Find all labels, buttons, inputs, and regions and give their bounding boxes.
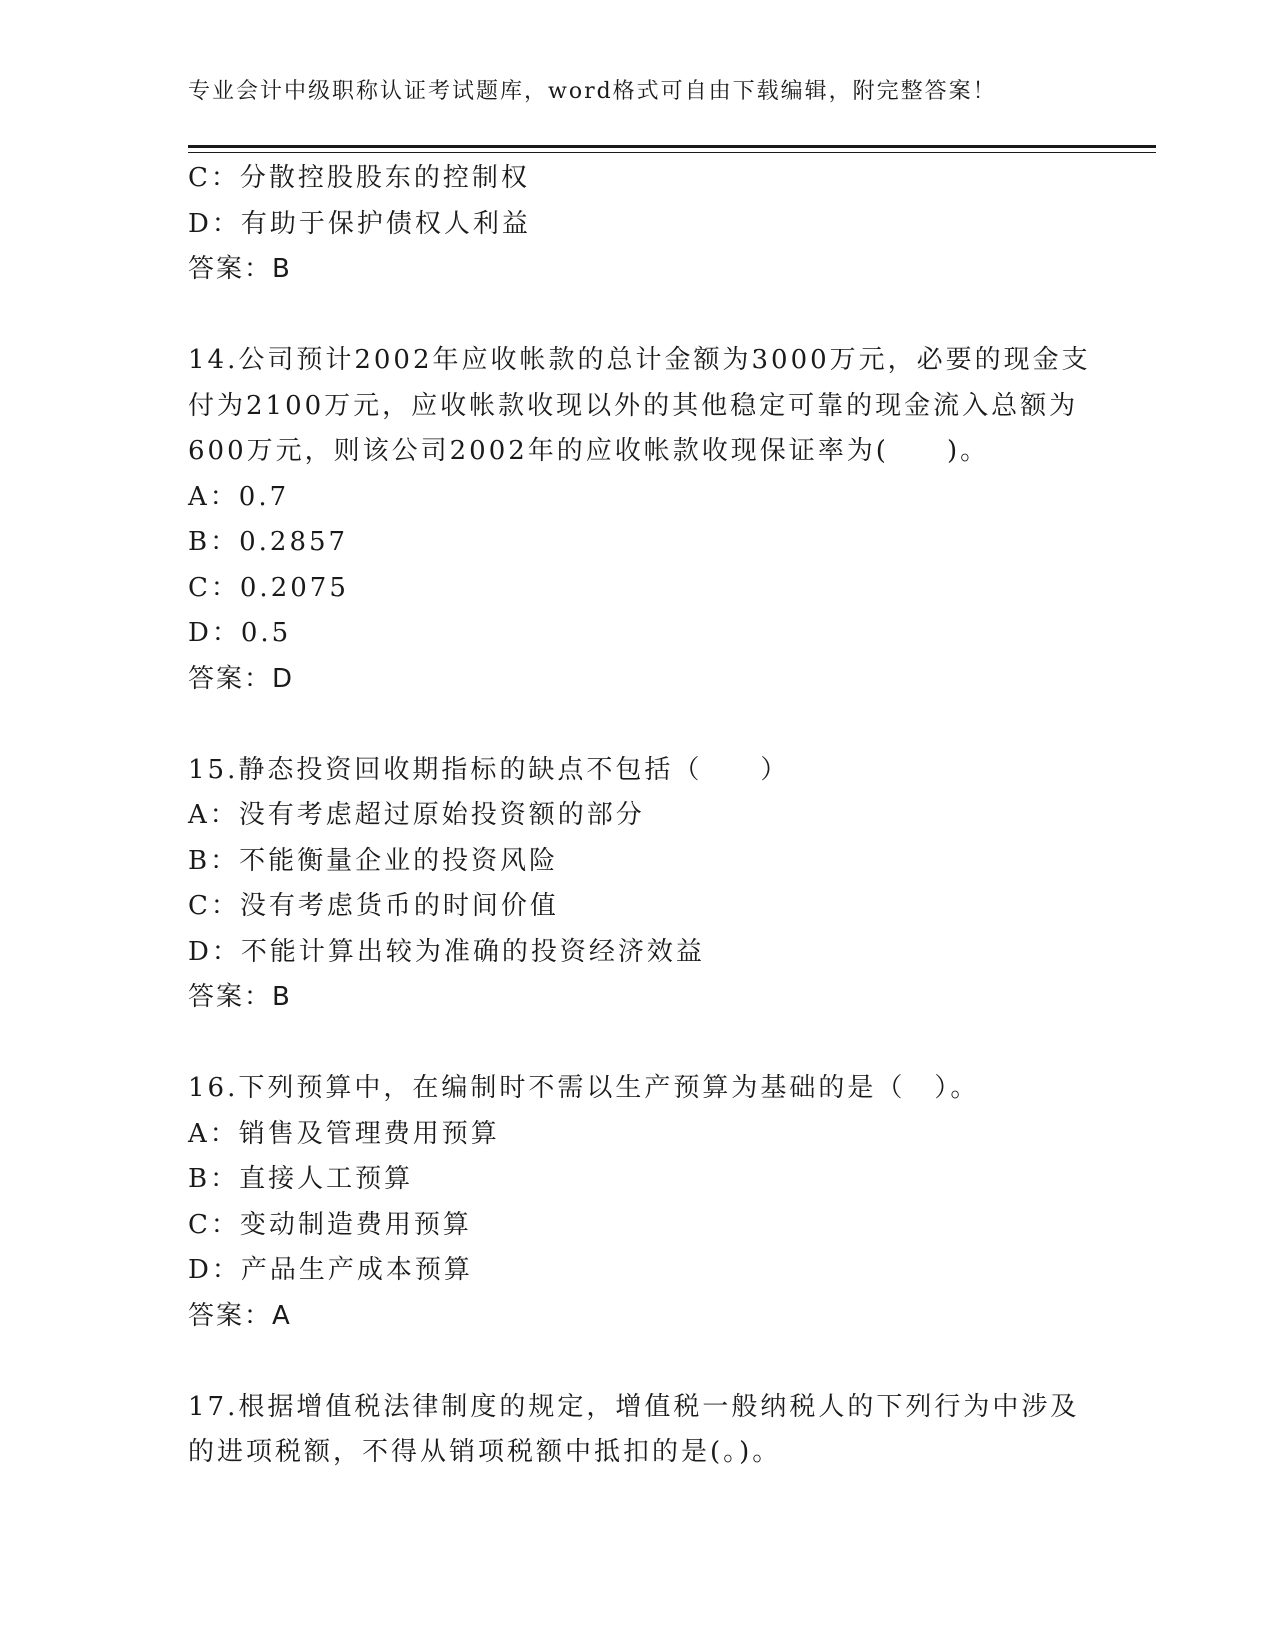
q16-option-d: D：产品生产成本预算 (188, 1255, 473, 1285)
q14-answer: 答案：D (188, 663, 295, 694)
document-body (188, 156, 1091, 1476)
question-16 (188, 1066, 1088, 1339)
page-header: 专业会计中级职称认证考试题库，word格式可自由下载编辑，附完整答案！ (188, 79, 997, 104)
question-14 (188, 338, 1091, 702)
q14-text-line-3: 600万元，则该公司2002年的应收帐款收现保证率为( )。 (188, 436, 990, 466)
q14-option-c: C：0.2075 (188, 572, 349, 603)
question-17 (188, 1385, 1088, 1476)
q15-answer: 答案：B (188, 982, 292, 1012)
q15-option-a: A：没有考虑超过原始投资额的部分 (188, 800, 645, 830)
question-13-tail (188, 156, 1088, 293)
spacer (188, 1339, 1088, 1385)
spacer (188, 293, 1088, 339)
spacer (188, 1021, 1088, 1067)
q16-option-b: B：直接人工预算 (188, 1164, 414, 1194)
spacer (188, 702, 1088, 748)
q14-option-b: B：0.2857 (188, 527, 349, 557)
q15-option-c: C：没有考虑货币的时间价值 (188, 891, 559, 921)
q14-text-line-2: 付为2100万元，应收帐款收现以外的其他稳定可靠的现金流入总额为 (188, 390, 1079, 421)
q15-option-b: B：不能衡量企业的投资风险 (188, 845, 559, 876)
q15-text-line-1: 15.静态投资回收期指标的缺点不包括（ ） (188, 754, 790, 785)
q16-option-c: C：变动制造费用预算 (188, 1209, 472, 1240)
q16-answer: 答案：A (188, 1300, 292, 1331)
q16-text-line-1: 16.下列预算中，在编制时不需以生产预算为基础的是（ ）。 (188, 1073, 980, 1103)
q14-option-d: D：0.5 (188, 618, 292, 648)
q13-option-c: C：分散控股股东的控制权 (188, 163, 530, 193)
q15-option-d: D：不能计算出较为准确的投资经济效益 (188, 936, 705, 967)
header-rule-thin (188, 152, 1156, 153)
q17-text-line-1: 17.根据增值税法律制度的规定，增值税一般纳税人的下列行为中涉及 (188, 1391, 1080, 1422)
header-rule-thick (188, 145, 1156, 148)
q13-option-d: D：有助于保护债权人利益 (188, 208, 531, 239)
q14-text-line-1: 14.公司预计2002年应收帐款的总计金额为3000万元，必要的现金支 (188, 345, 1091, 375)
q13-answer: 答案：B (188, 254, 292, 284)
q14-option-a: A：0.7 (188, 481, 290, 512)
question-15 (188, 748, 1088, 1021)
q16-option-a: A：销售及管理费用预算 (188, 1118, 500, 1149)
q17-text-line-2: 的进项税额，不得从销项税额中抵扣的是(。)。 (188, 1437, 782, 1467)
